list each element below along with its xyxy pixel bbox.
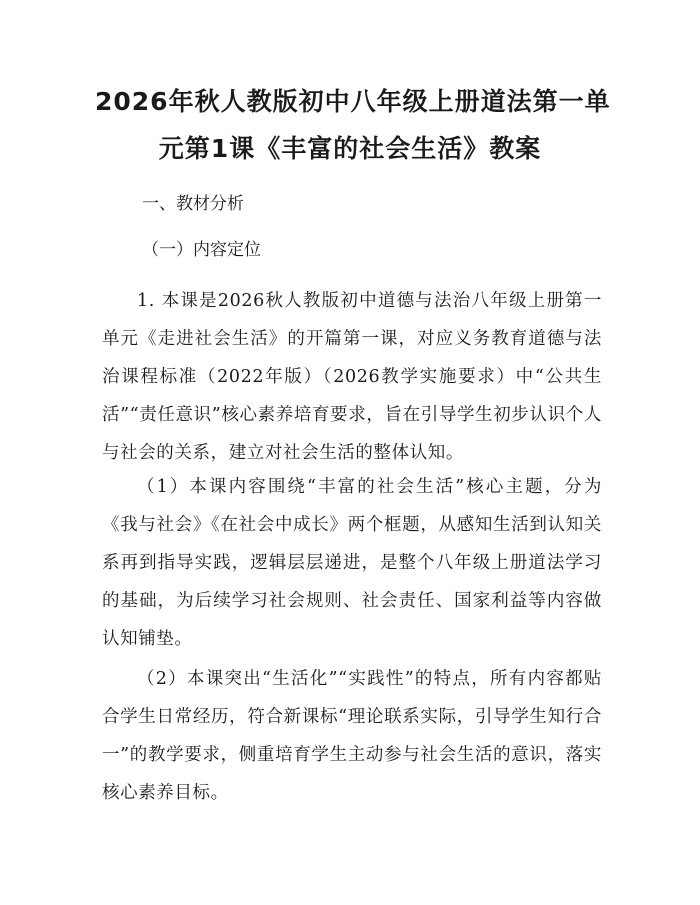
paragraph-2: （1）本课内容围绕“丰富的社会生活”核心主题，分为《我与社会》《在社会中成长》两个框题，从感知生活到认知关系再到指导实践，逻辑层层递进，是整个八年级上册道法学习的基础，为后续学习社会规则、社会责任、国家利益等内容做认知铺垫。	[102, 477, 602, 649]
subsection-heading-content-positioning: （一）内容定位	[142, 240, 261, 260]
document-title-line-2: 元第1课《丰富的社会生活》教案	[158, 134, 542, 163]
paragraph-3: （2）本课突出“生活化”“实践性”的特点，所有内容都贴合学生日常经历，符合新课标“理论联系实际，引导学生知行合一”的教学要求，侧重培育学生主动参与社会生活的意识，落实核心素养目标。	[102, 669, 602, 803]
paragraph-1: 1. 本课是2026秋人教版初中道德与法治八年级上册第一单元《走进社会生活》的开篇第一课，对应义务教育道德与法治课程标准（2022年版）（2026教学实施要求）中“公共生活”“责任意识”核心素养培育要求，旨在引导学生初步认识个人与社会的关系，建立对社会生活的整体认知。	[102, 291, 602, 463]
section-heading-textbook-analysis: 一、教材分析	[142, 194, 244, 214]
document-title-line-1: 2026年秋人教版初中八年级上册道法第一单	[95, 87, 611, 116]
